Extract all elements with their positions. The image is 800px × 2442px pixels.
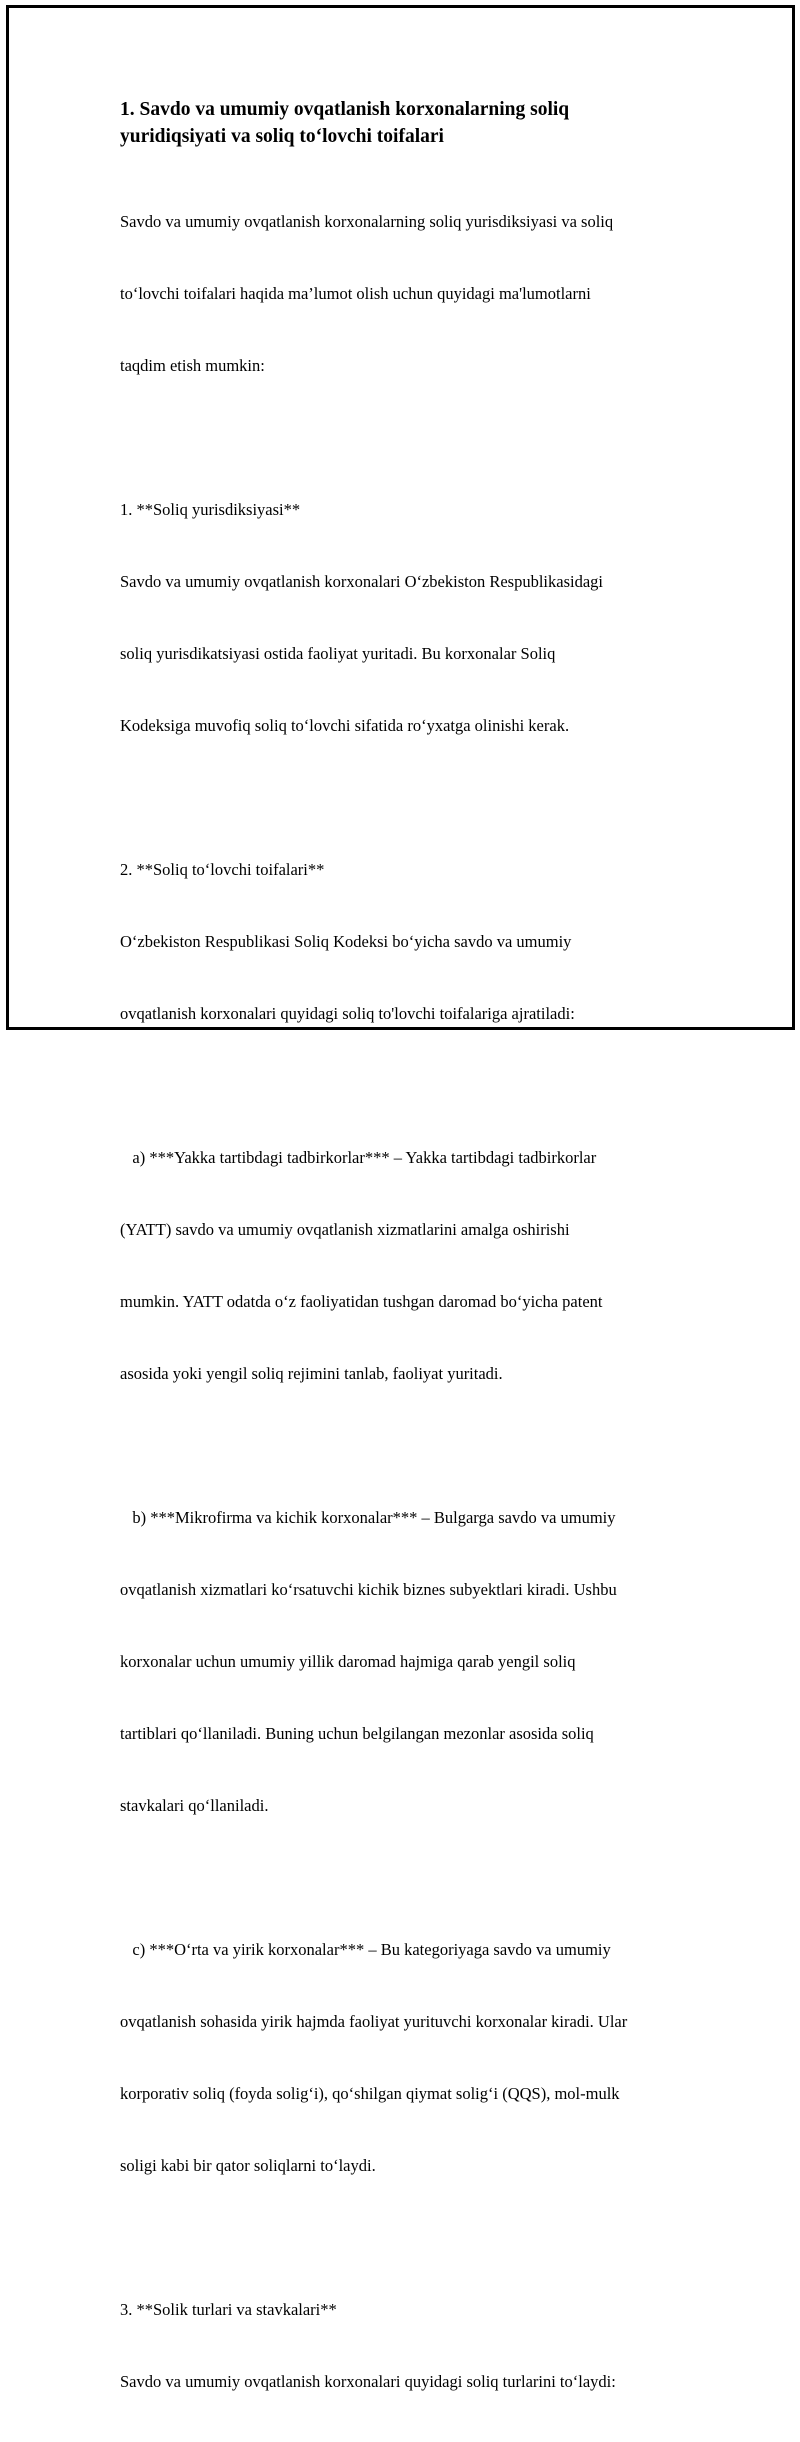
paragraph-gap — [120, 2226, 690, 2250]
text-line: ovqatlanish korxonalari quyidagi soliq to'lovchi toifalariga ajratiladi: — [120, 1004, 575, 1023]
paragraph-gap — [120, 786, 690, 810]
document-page — [6, 5, 795, 2391]
text-line: taqdim etish mumkin: — [120, 356, 265, 375]
text-line: soliq yurisdikatsiyasi ostida faoliyat yuritadi. Bu korxonalar Soliq — [120, 644, 556, 663]
text-line: (YATT) savdo va umumiy ovqatlanish xizmatlarini amalga oshirishi — [120, 1220, 570, 1239]
paragraph-gap — [120, 1434, 690, 1458]
document-body — [120, 96, 690, 2442]
text-line: Kodeksiga muvofiq soliq to‘lovchi sifatida ro‘yxatga olinishi kerak. — [120, 716, 570, 735]
text-line: mumkin. YATT odatda o‘z faoliyatidan tushgan daromad bo‘yicha patent — [120, 1292, 603, 1311]
text-line: Savdo va umumiy ovqatlanish korxonalari quyidagi soliq turlarini to‘laydi: — [120, 2372, 616, 2391]
section-tax-types — [120, 2250, 690, 2442]
text-line: korxonalar uchun umumiy yillik daromad hajmiga qarab yengil soliq — [120, 1652, 576, 1671]
item-a-paragraph — [120, 1098, 690, 1434]
section-title: 3. **Solik turlari va stavkalari** — [120, 2300, 337, 2319]
text-line: korporativ soliq (foyda solig‘i), qo‘shilgan qiymat solig‘i (QQS), mol-mulk — [120, 2084, 620, 2103]
text-line: Savdo va umumiy ovqatlanish korxonalarning soliq yurisdiksiyasi va soliq — [120, 212, 614, 231]
heading-line: yuridiqsiyati va soliq to‘lovchi toifalari — [120, 126, 444, 147]
item-b-paragraph — [120, 1458, 690, 1866]
heading-line: 1. Savdo va umumiy ovqatlanish korxonalarning soliq — [120, 99, 570, 120]
section-title: 1. **Soliq yurisdiksiyasi** — [120, 500, 301, 519]
item-c-paragraph — [120, 1890, 690, 2226]
text-line: tartiblari qo‘llaniladi. Buning uchun belgilangan mezonlar asosida soliq — [120, 1724, 594, 1743]
text-line: stavkalari qo‘llaniladi. — [120, 1796, 269, 1815]
text-line: O‘zbekiston Respublikasi Soliq Kodeksi bo‘yicha savdo va umumiy — [120, 932, 572, 951]
text-line: soligi kabi bir qator soliqlarni to‘laydi. — [120, 2156, 376, 2175]
paragraph-gap — [120, 426, 690, 450]
section-taxpayer-categories — [120, 810, 690, 1074]
paragraph-gap — [120, 1866, 690, 1890]
paragraph-gap — [120, 1074, 690, 1098]
text-line: ovqatlanish xizmatlari ko‘rsatuvchi kichik biznes subyektlari kiradi. Ushbu — [120, 1580, 617, 1599]
text-line: asosida yoki yengil soliq rejimini tanlab, faoliyat yuritadi. — [120, 1364, 503, 1383]
text-line: a) ***Yakka tartibdagi tadbirkorlar*** – Yakka tartibdagi tadbirkorlar — [120, 1148, 597, 1167]
text-line: c) ***O‘rta va yirik korxonalar*** – Bu kategoriyaga savdo va umumiy — [120, 1940, 611, 1959]
document-heading — [120, 96, 690, 150]
text-line: ovqatlanish sohasida yirik hajmda faoliyat yurituvchi korxonalar kiradi. Ular — [120, 2012, 628, 2031]
text-line: Savdo va umumiy ovqatlanish korxonalari O‘zbekiston Respublikasidagi — [120, 572, 604, 591]
text-line: to‘lovchi toifalari haqida ma’lumot olish uchun quyidagi ma'lumotlarni — [120, 284, 591, 303]
text-line: b) ***Mikrofirma va kichik korxonalar*** – Bulgarga savdo va umumiy — [120, 1508, 616, 1527]
section-jurisdiction — [120, 450, 690, 786]
intro-paragraph — [120, 162, 690, 426]
section-title: 2. **Soliq to‘lovchi toifalari** — [120, 860, 325, 879]
